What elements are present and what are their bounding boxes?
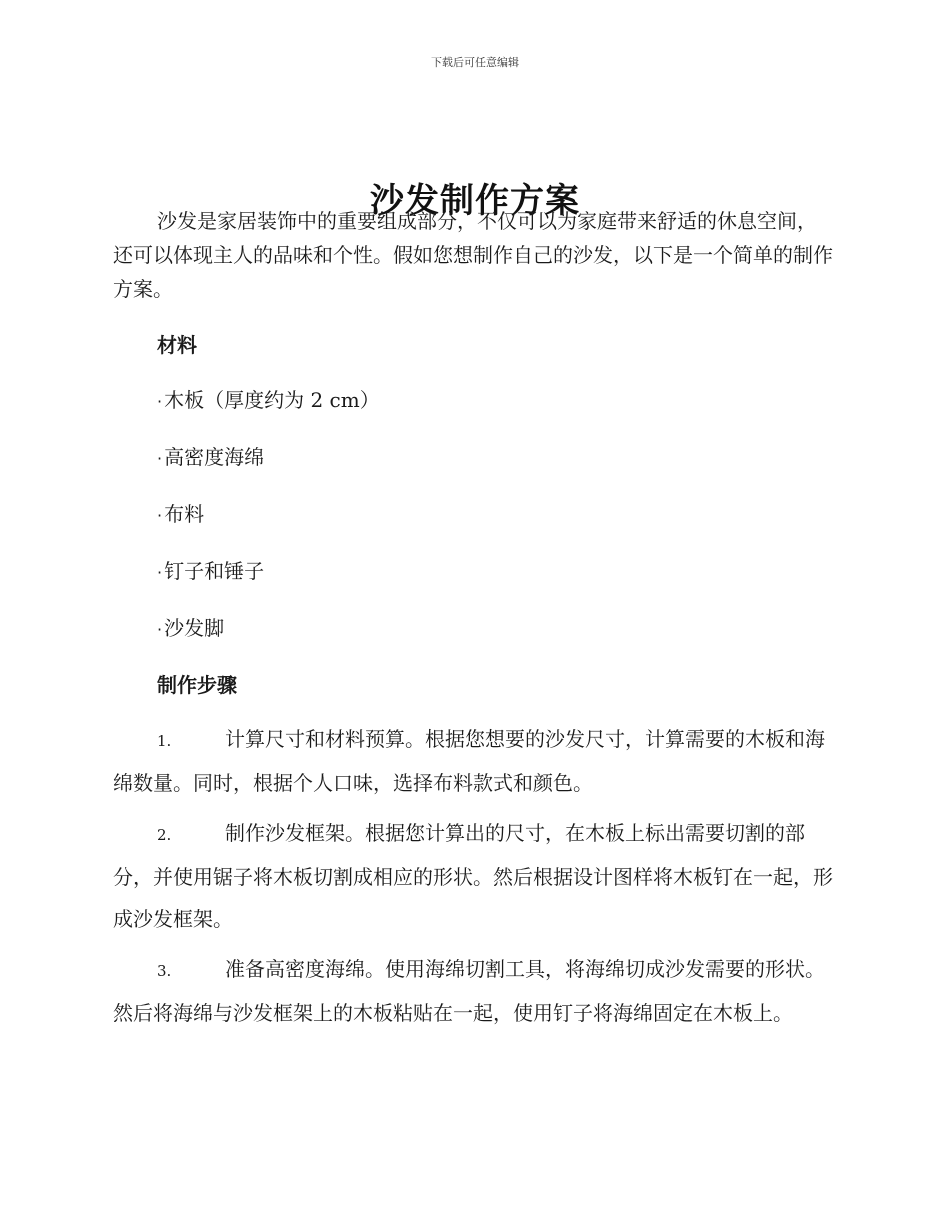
material-item [113,497,833,533]
materials-list [113,383,833,647]
material-item-text: 沙发脚 [164,616,225,640]
material-item [113,611,833,647]
step-text: 制作沙发框架。根据您计算出的尺寸，在木板上标出需要切割的部分，并使用锯子将木板切割成相应的形状。然后根据设计图样将木板钉在一起，形成沙发框架。 [113,821,833,931]
step-number: 3. [157,962,172,980]
bullet-glyph: · [157,620,163,639]
step-paragraph [113,812,833,940]
material-item [113,383,833,419]
step-text: 计算尺寸和材料预算。根据您想要的沙发尺寸，计算需要的木板和海绵数量。同时，根据个人口味，选择布料款式和颜色。 [113,727,825,795]
material-item [113,554,833,590]
header-note: 下载后可任意编辑 [431,56,519,69]
step-text: 准备高密度海绵。使用海绵切割工具，将海绵切成沙发需要的形状。然后将海绵与沙发框架上的木板粘贴在一起，使用钉子将海绵固定在木板上。 [113,957,825,1025]
material-item-text: 钉子和锤子 [164,559,265,583]
bullet-glyph: · [157,392,163,411]
material-item-text: 木板（厚度约为 2 cm） [164,388,380,412]
steps-heading: 制作步骤 [157,673,237,697]
bullet-glyph: · [157,506,163,525]
material-item-text: 布料 [164,502,205,526]
step-number: 2. [157,826,172,844]
step-number: 1. [157,732,172,750]
bullet-glyph: · [157,563,163,582]
materials-heading: 材料 [157,333,197,357]
bullet-glyph: · [157,449,163,468]
document-title: 沙发制作方案 [370,180,580,221]
intro-paragraph: 沙发是家居装饰中的重要组成部分，不仅可以为家庭带来舒适的休息空间，还可以体现主人的品味和个性。假如您想制作自己的沙发，以下是一个简单的制作方案。 [113,209,833,301]
material-item [113,440,833,476]
step-paragraph [113,948,833,1034]
document-body [113,204,833,1034]
material-item-text: 高密度海绵 [164,445,265,469]
step-paragraph [113,718,833,804]
